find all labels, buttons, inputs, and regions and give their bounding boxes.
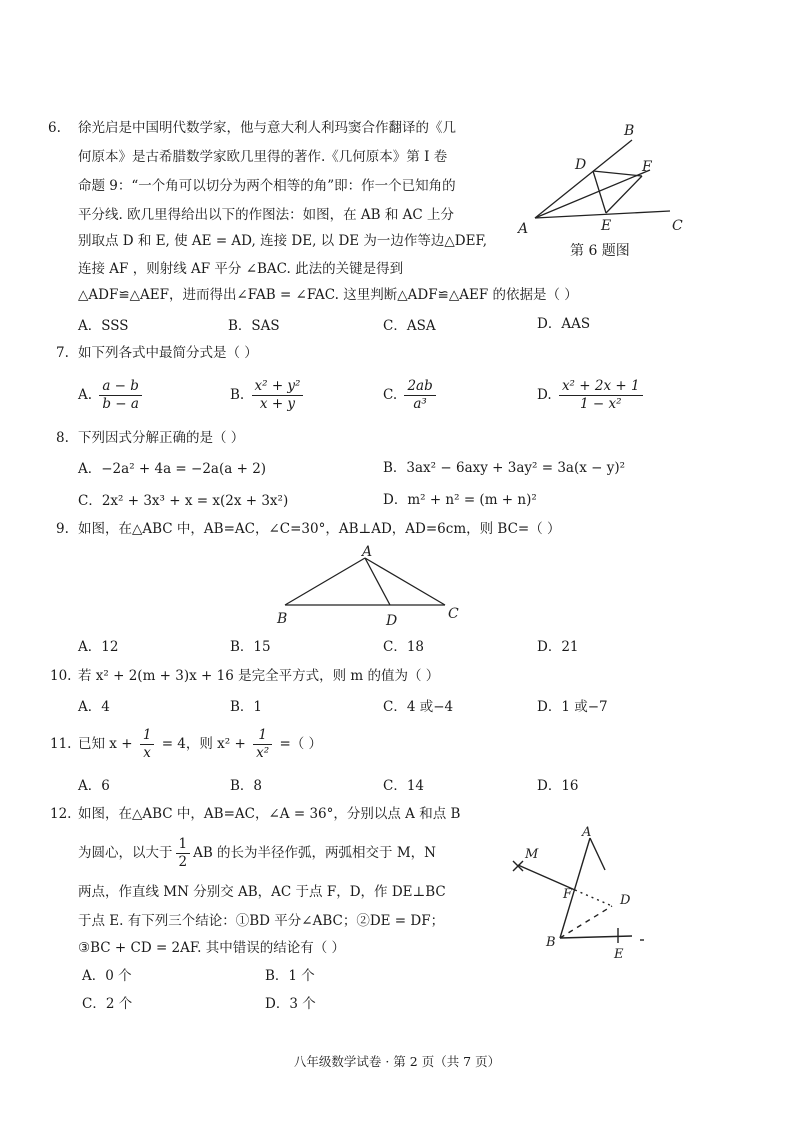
q11-option-b[interactable]: B．8 (230, 778, 263, 794)
q9-stem: 如图，在△ABC 中，AB=AC，∠C=30°，AB⊥AD，AD=6cm，则 BC=（ ） (78, 521, 561, 537)
q10-stem: 若 x² + 2(m + 3)x + 16 是完全平方式，则 m 的值为（ ） (78, 668, 440, 684)
q7-d-label: D. (537, 387, 552, 403)
q7-b-label: B. (230, 387, 245, 403)
q7-option-d[interactable] (537, 378, 646, 413)
q6-number: 6. (48, 120, 61, 136)
line-mn-lower (575, 890, 612, 906)
q11-option-c[interactable]: C．14 (383, 778, 425, 794)
q11-stem-post: =（ ） (279, 736, 323, 752)
q6-option-c[interactable]: C．ASA (383, 318, 436, 334)
q12-option-b[interactable]: B．1 个 (265, 968, 315, 984)
q12-option-a[interactable]: A．0 个 (82, 968, 132, 984)
q6-line-5: 别取点 D 和 E, 使 AE = AD, 连接 DE, 以 DE 为一边作等边△DEF, (78, 233, 488, 249)
q12-number: 12. (50, 806, 72, 822)
q7-number: 7. (56, 345, 69, 361)
q11-stem-pre: 已知 x + (78, 736, 133, 752)
q6-figure (510, 118, 695, 243)
ray-ac (535, 211, 670, 218)
label-b: B (277, 611, 288, 627)
q12-line-2 (78, 833, 436, 873)
q8-option-a[interactable]: A．−2a² + 4a = −2a(a + 2) (78, 461, 267, 477)
ray-ab (535, 140, 632, 218)
q9-figure (270, 542, 470, 632)
q7-a-label: A. (78, 387, 93, 403)
label-d: D (575, 157, 587, 173)
ray-af (535, 170, 650, 218)
q6-figure-caption: 第 6 题图 (570, 243, 630, 259)
q9-option-d[interactable]: D．21 (537, 639, 579, 655)
q10-option-a[interactable]: A．4 (78, 699, 110, 715)
label-f: F (642, 159, 652, 175)
q7-option-b[interactable] (230, 378, 306, 413)
q8-stem: 下列因式分解正确的是（ ） (78, 430, 245, 446)
q11-stem (78, 724, 322, 764)
q12-option-c[interactable]: C．2 个 (82, 996, 133, 1012)
q11-stem-mid: = 4，则 x² + (161, 736, 246, 752)
segment-de (593, 171, 606, 213)
q8-option-d[interactable]: D．m² + n² = (m + n)² (383, 492, 537, 508)
q7-a-fraction: $\frac{a - b}{b - a}$ (99, 378, 142, 413)
q11-fraction-1: $\frac{1}{x}$ (140, 727, 155, 762)
label-d: D (386, 613, 398, 629)
label-e: E (614, 947, 624, 962)
page-footer: 八年级数学试卷 · 第 2 页（共 7 页） (293, 1054, 501, 1069)
q7-c-label: C. (383, 387, 398, 403)
q12-option-d[interactable]: D．3 个 (265, 996, 316, 1012)
q10-option-b[interactable]: B．1 (230, 699, 263, 715)
q11-option-d[interactable]: D．16 (537, 778, 579, 794)
q9-number: 9. (56, 521, 69, 537)
segment-df (593, 171, 642, 176)
q10-option-d[interactable]: D．1 或−7 (537, 699, 608, 715)
q7-option-c[interactable] (383, 378, 439, 413)
q6-line-7: △ADF≌△AEF，进而得出∠FAB = ∠FAC. 这里判断△ADF≌△AEF 的依据是（ ） (78, 287, 578, 303)
q7-stem: 如下列各式中最简分式是（ ） (78, 345, 258, 361)
label-a: A (518, 221, 529, 237)
q12-line-4: 于点 E. 有下列三个结论：①BD 平分∠ABC；②DE = DF； (78, 913, 445, 929)
label-d: D (620, 893, 631, 908)
q12-line-1: 如图，在△ABC 中，AB=AC，∠A = 36°，分别以点 A 和点 B (78, 806, 461, 822)
q6-line-3: 命题 9：“一个角可以切分为两个相等的角”即：作一个已知角的 (78, 178, 456, 194)
q12-line-2-post: AB 的长为半径作弧，两弧相交于 M，N (193, 845, 436, 861)
q8-option-b[interactable]: B．3ax² − 6axy + 3ay² = 3a(x − y)² (383, 460, 626, 476)
q6-line-4: 平分线. 欧几里得给出以下的作图法：如图，在 AB 和 AC 上分 (78, 207, 454, 223)
q11-number: 11. (50, 736, 72, 752)
label-e: E (601, 218, 612, 234)
q12-line-3: 两点，作直线 MN 分别交 AB，AC 于点 F，D，作 DE⊥BC (78, 884, 446, 900)
q6-line-2: 何原本》是古希腊数学家欧几里得的著作.《几何原本》第 I 卷 (78, 149, 448, 165)
q12-figure (500, 820, 660, 965)
label-b: B (624, 123, 635, 139)
q12-line-5: ③BC + CD = 2AF. 其中错误的结论有（ ） (78, 940, 346, 956)
q11-option-a[interactable]: A．6 (78, 778, 110, 794)
label-m: M (525, 847, 539, 862)
label-c: C (448, 606, 459, 622)
q8-option-c[interactable]: C．2x² + 3x³ + x = x(2x + 3x²) (78, 493, 289, 509)
q12-half-fraction: $\frac{1}{2}$ (176, 836, 191, 871)
q7-d-fraction: $\frac{\text{x² + 2x + 1}}{\text{1 − x²}}$ (559, 378, 643, 413)
q9-option-c[interactable]: C．18 (383, 639, 425, 655)
label-b: B (546, 935, 556, 950)
q6-line-6: 连接 AF ，则射线 AF 平分 ∠BAC. 此法的关键是得到 (78, 261, 404, 277)
q9-option-a[interactable]: A．12 (78, 639, 119, 655)
q10-number: 10. (50, 668, 72, 684)
q8-number: 8. (56, 430, 69, 446)
q7-b-fraction: $\frac{\text{x² + y²}}{x + y}$ (252, 378, 304, 413)
q6-option-a[interactable]: A．SSS (78, 318, 129, 334)
q7-option-a[interactable] (78, 378, 145, 413)
segment-bc (560, 936, 632, 938)
label-a: A (582, 825, 592, 840)
q6-option-b[interactable]: B．SAS (228, 318, 280, 334)
q9-option-b[interactable]: B．15 (230, 639, 271, 655)
q10-option-c[interactable]: C．4 或−4 (383, 699, 454, 715)
label-a: A (362, 544, 373, 560)
q6-line-1: 徐光启是中国明代数学家，他与意大利人利玛窦合作翻译的《几 (78, 120, 456, 136)
segment-ac-partial (590, 838, 605, 870)
label-f: F (563, 887, 573, 902)
q7-c-fraction: $\frac{2ab}{\text{a³}}$ (404, 378, 435, 413)
segment-ab (285, 558, 365, 605)
q6-option-d[interactable]: D．AAS (537, 316, 591, 332)
q12-line-2-pre: 为圆心，以大于 (78, 845, 173, 861)
label-c: C (672, 218, 683, 234)
q11-fraction-2: $\frac{1}{\text{x²}}$ (253, 727, 272, 762)
